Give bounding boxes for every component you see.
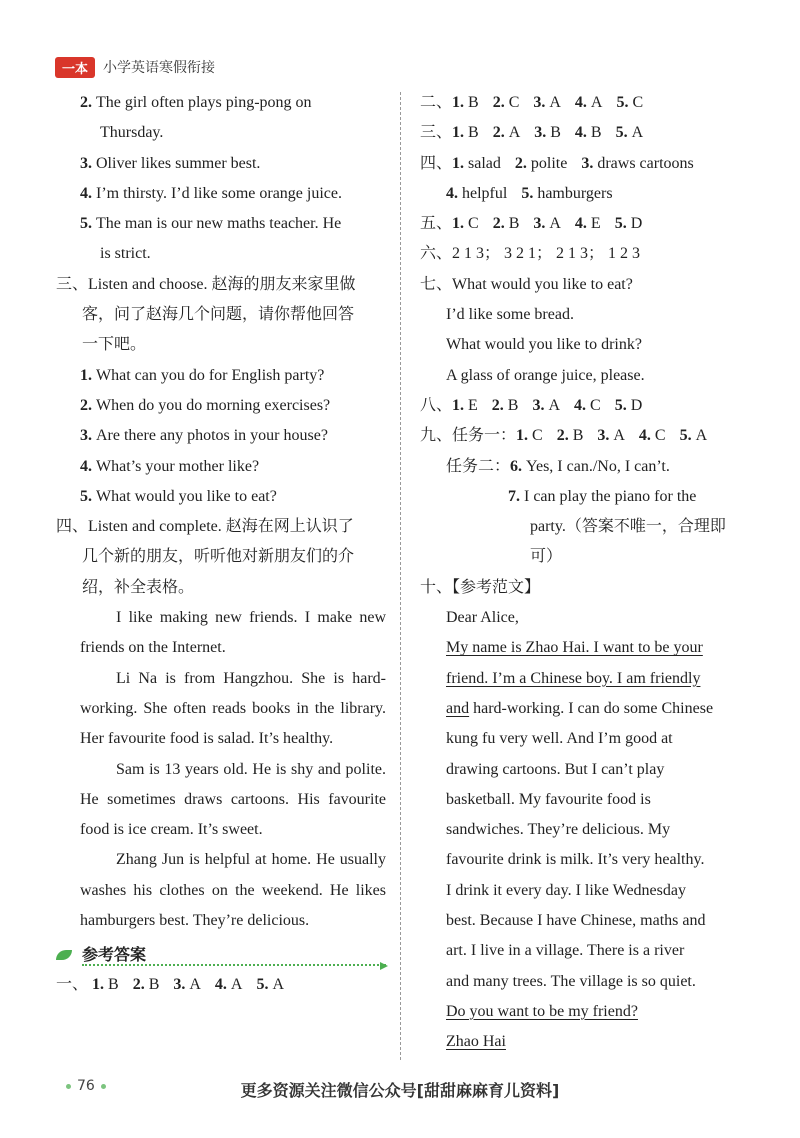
- answer-value: A: [508, 124, 521, 142]
- heading-underline: [82, 964, 386, 966]
- answer-value: A: [613, 427, 625, 445]
- answers-section-5: [420, 209, 752, 239]
- item-number: 4.: [574, 215, 591, 233]
- item-number: 6.: [510, 457, 527, 475]
- exercise-item: [56, 118, 386, 148]
- task-2-item-7-line: [420, 542, 752, 572]
- answers-section-4-line-2: [420, 179, 752, 209]
- item-number: 1.: [452, 94, 469, 111]
- item-text: Thursday.: [100, 124, 164, 142]
- question-item: [56, 452, 386, 482]
- question-item: [56, 391, 386, 421]
- leaf-icon: [56, 950, 72, 960]
- answer-value: C: [654, 427, 666, 445]
- answer-item: [680, 427, 708, 444]
- answer-value: E: [468, 396, 478, 414]
- item-text: 可）: [530, 548, 563, 566]
- exercise-item: [56, 149, 386, 179]
- essay-line: best. Because I have Chinese, maths and: [446, 912, 706, 930]
- essay-line: I drink it every day. I like Wednesday: [446, 881, 686, 899]
- left-column: [56, 88, 386, 1001]
- answer-item: [575, 94, 603, 111]
- item-number: 3.: [532, 396, 549, 414]
- answer-item: [516, 427, 543, 444]
- item-text: is strict.: [100, 245, 151, 263]
- item-number: 2.: [491, 396, 508, 414]
- answer-value: A: [548, 396, 561, 414]
- section-heading-line: 几个新的朋友，听听他对新朋友们的介: [82, 548, 355, 566]
- answers-section-7: [420, 270, 752, 391]
- item-text: When do you do morning exercises?: [96, 396, 331, 414]
- answer-item: [533, 94, 561, 111]
- item-number: 1.: [452, 396, 469, 414]
- item-number: 2.: [492, 124, 509, 142]
- answer-value: B: [468, 94, 479, 111]
- sample-essay: [420, 603, 752, 1057]
- item-text: The girl often plays ping-pong on: [96, 94, 312, 111]
- essay-greeting: Dear Alice,: [446, 609, 519, 627]
- answer-item: [616, 94, 643, 111]
- section-prefix: 五、: [420, 215, 453, 233]
- answer-item: [493, 215, 520, 232]
- item-number: 4.: [574, 396, 591, 414]
- item-number: 3.: [581, 154, 598, 172]
- underlined-text: Zhao Hai: [446, 1033, 506, 1051]
- answers-section-2: [420, 88, 752, 118]
- item-number: 1.: [452, 215, 469, 233]
- item-number: 2.: [492, 94, 509, 111]
- item-number: 2.: [132, 976, 149, 994]
- item-number: 4.: [446, 184, 462, 202]
- underlined-text: friend. I’m a Chinese boy. I am friendly: [446, 669, 701, 687]
- item-number: 5.: [521, 184, 538, 202]
- section-prefix: 一、: [56, 976, 89, 994]
- answer-item: [574, 397, 601, 414]
- exercise-item: [56, 239, 386, 269]
- essay-line: art. I live in a village. There is a river: [446, 942, 685, 960]
- answer-value: draws cartoons: [597, 154, 694, 172]
- item-text: party.（答案不唯一，合理即: [530, 518, 726, 536]
- answer-item: [493, 94, 520, 111]
- item-number: 4.: [638, 427, 655, 445]
- footer-promo-text: 更多资源关注微信公众号[甜甜麻麻育儿资料]: [240, 1081, 560, 1100]
- answer-value: A: [549, 94, 561, 111]
- section-heading-line: 客，问了赵海几个问题，请你帮他回答: [82, 306, 355, 324]
- item-number: 5.: [614, 215, 631, 233]
- item-number: 3.: [533, 94, 550, 111]
- item-text: What’s your mother like?: [96, 457, 260, 475]
- answer-value: A: [549, 215, 561, 233]
- essay-line: [420, 694, 752, 724]
- item-number: 4.: [574, 94, 591, 111]
- item-number: 4.: [80, 184, 96, 202]
- answer-value: A: [590, 94, 603, 111]
- item-text: What would you like to eat?: [96, 487, 277, 505]
- answer-item: [515, 155, 567, 172]
- item-number: 4.: [214, 976, 231, 994]
- page-header: [55, 56, 215, 78]
- answer-value: C: [532, 427, 543, 445]
- dialogue-line: 七、What would you like to eat?: [420, 275, 633, 293]
- answer-value: B: [572, 427, 584, 445]
- answer-item: [639, 427, 666, 444]
- answer-item: [92, 976, 119, 993]
- column-divider: [400, 92, 401, 1060]
- item-number: 3.: [597, 427, 614, 445]
- answer-item: [256, 976, 284, 993]
- item-number: 2.: [492, 215, 509, 233]
- item-number: 5.: [615, 124, 632, 142]
- answer-value: D: [630, 215, 643, 233]
- item-number: 2.: [556, 427, 573, 445]
- passage-paragraph: Zhang Jun is helpful at home. He usually washes his clothes on the weekend. He likes hamburgers best. They’re delicious.: [80, 851, 386, 930]
- question-item: [56, 421, 386, 451]
- item-text: Are there any photos in your house?: [96, 427, 328, 445]
- answer-value: A: [272, 976, 285, 994]
- answer-item: [581, 155, 693, 172]
- item-number: 4.: [574, 124, 591, 142]
- section-heading-line: 三、Listen and choose. 赵海的朋友来家里做: [56, 275, 356, 293]
- passage-paragraph: Sam is 13 years old. He is shy and polite. He sometimes draws cartoons. His favourite food is ice cream. It’s sweet.: [80, 760, 386, 839]
- answer-value: A: [695, 427, 708, 445]
- answer-value: C: [632, 94, 644, 111]
- dialogue-line: A glass of orange juice, please.: [446, 366, 645, 384]
- underlined-text: My name is Zhao Hai. I want to be your: [446, 639, 703, 657]
- item-number: 5.: [256, 976, 273, 994]
- answer-value: C: [590, 396, 601, 414]
- answer-item: [452, 94, 479, 111]
- item-number: 3.: [80, 154, 96, 172]
- item-number: 5.: [80, 215, 96, 233]
- answer-item: [452, 397, 478, 414]
- item-number: 5.: [679, 427, 696, 445]
- section-4-passage: [56, 603, 386, 936]
- underlined-text: and: [446, 699, 470, 717]
- question-item: [56, 482, 386, 512]
- dialogue-line: What would you like to drink?: [446, 336, 642, 354]
- answer-value: E: [590, 215, 601, 233]
- exercise-item: [56, 88, 386, 118]
- answer-value: B: [507, 396, 519, 414]
- answer-value: B: [468, 124, 479, 142]
- exercise-item: [56, 179, 386, 209]
- answer-item: [615, 215, 643, 232]
- question-item: [56, 361, 386, 391]
- right-column: [420, 88, 752, 1058]
- task-2-item-7-line: [420, 512, 752, 542]
- answer-value: C: [468, 215, 479, 233]
- answers-section-1: [56, 970, 386, 1000]
- answer-value: C: [508, 94, 520, 111]
- section-prefix: 二、: [420, 94, 453, 111]
- answers-section-9-item-7: [420, 482, 752, 573]
- answer-item: [452, 124, 479, 141]
- essay-line: favourite drink is milk. It’s very healthy.: [446, 851, 705, 869]
- essay-line: [420, 664, 752, 694]
- section-3-items: [56, 361, 386, 512]
- essay-line: sandwiches. They’re delicious. My: [446, 821, 671, 839]
- item-text: Oliver likes summer best.: [96, 154, 261, 172]
- section-heading-line: 绍，补全表格。: [82, 578, 195, 596]
- section-prefix: 四、: [420, 154, 453, 172]
- answer-value: polite: [530, 154, 568, 172]
- item-number: 1.: [516, 427, 533, 445]
- answer-item: [492, 397, 519, 414]
- answers-section-9-task-2: [420, 452, 752, 482]
- answer-item: [521, 185, 612, 202]
- answer-value: salad: [468, 154, 501, 172]
- item-text: What can you do for English party?: [96, 366, 325, 384]
- section-prefix: 九、任务一：: [420, 427, 517, 445]
- item-number: 1.: [80, 366, 96, 384]
- answers-section-3: [420, 118, 752, 148]
- reference-answers-title: 参考答案: [82, 945, 147, 965]
- section-3-heading: [56, 270, 386, 361]
- item-number: 3.: [533, 215, 550, 233]
- answer-item: [532, 397, 560, 414]
- book-title: 小学英语寒假衔接: [103, 60, 216, 76]
- brand-logo: 一本: [55, 57, 95, 78]
- item-number: 3.: [173, 976, 190, 994]
- item-number: 3.: [534, 124, 551, 142]
- section-heading-line: 一下吧。: [82, 336, 147, 354]
- task-2-label: 任务二：: [446, 457, 511, 475]
- essay-line: drawing cartoons. But I can’t play: [446, 760, 665, 778]
- essay-line: and many trees. The village is so quiet.: [446, 972, 696, 990]
- task-2-answer: Yes, I can./No, I can’t.: [526, 457, 670, 475]
- answer-value: B: [148, 976, 160, 994]
- task-2-item-7-line: [420, 482, 752, 512]
- arrow-icon: [380, 962, 388, 970]
- answer-item: [215, 976, 243, 993]
- answers-section-9-task-1: [420, 421, 752, 451]
- exercise-item: [56, 209, 386, 239]
- answer-value: helpful: [462, 184, 508, 202]
- essay-line: basketball. My favourite food is: [446, 790, 651, 808]
- section-prefix: 三、: [420, 124, 453, 142]
- essay-line: [420, 997, 752, 1027]
- page-number: 76: [77, 1078, 95, 1094]
- answer-item: [533, 215, 561, 232]
- item-text: I’m thirsty. I’d like some orange juice.: [96, 184, 342, 202]
- answer-value: A: [230, 976, 243, 994]
- answer-item: [133, 976, 160, 993]
- listening-section-2-items: [56, 88, 386, 270]
- answer-value: B: [550, 124, 561, 142]
- answer-item: [615, 397, 643, 414]
- answer-value: A: [189, 976, 201, 994]
- essay-text: hard-working. I can do some Chinese: [469, 699, 714, 717]
- dialogue-line: I’d like some bread.: [446, 306, 574, 324]
- answer-value: B: [508, 215, 520, 233]
- item-text: I can play the piano for the: [524, 487, 697, 505]
- answer-item: [597, 427, 625, 444]
- answer-value: B: [590, 124, 602, 142]
- answer-item: [557, 427, 584, 444]
- answer-value: hamburgers: [537, 184, 613, 202]
- item-number: 2.: [80, 396, 96, 414]
- section-4-heading: [56, 512, 386, 603]
- passage-paragraph: Li Na is from Hangzhou. She is hard-working. She often reads books in the library. Her favourite food is salad. It’s healthy.: [80, 669, 386, 748]
- answer-value: D: [630, 396, 643, 414]
- item-number: 1.: [452, 154, 469, 172]
- answer-item: [446, 185, 507, 202]
- answer-value: B: [108, 976, 119, 994]
- item-number: 2.: [514, 154, 531, 172]
- essay-signature: [420, 1027, 752, 1057]
- answer-item: [452, 155, 501, 172]
- item-number: 5.: [614, 396, 631, 414]
- answer-item: [452, 215, 479, 232]
- answer-item: [493, 124, 521, 141]
- item-number: 1.: [92, 976, 109, 994]
- section-prefix: 八、: [420, 396, 453, 414]
- essay-line: [420, 633, 752, 663]
- item-text: The man is our new maths teacher. He: [96, 215, 342, 233]
- underlined-text: Do you want to be my friend?: [446, 1002, 638, 1020]
- answer-item: [173, 976, 201, 993]
- item-number: 5.: [616, 94, 633, 111]
- reference-answers-heading: [56, 940, 386, 970]
- item-number: 7.: [508, 487, 524, 505]
- answer-item: [575, 124, 602, 141]
- answer-item: [616, 124, 644, 141]
- answer-value: A: [631, 124, 644, 142]
- section-heading-line: 四、Listen and complete. 赵海在网上认识了: [56, 518, 354, 536]
- answers-section-4: [420, 149, 752, 179]
- item-number: 2.: [80, 94, 96, 111]
- answers-section-6: 六、2 1 3； 3 2 1； 2 1 3； 1 2 3: [420, 245, 641, 263]
- answer-item: [575, 215, 601, 232]
- answers-section-8: [420, 391, 752, 421]
- item-number: 3.: [80, 427, 96, 445]
- passage-paragraph: I like making new friends. I make new friends on the Internet.: [80, 609, 386, 657]
- item-number: 5.: [80, 487, 96, 505]
- item-number: 4.: [80, 457, 96, 475]
- answer-item: [534, 124, 561, 141]
- item-number: 1.: [452, 124, 469, 142]
- section-10-heading: 十、【参考范文】: [420, 578, 541, 596]
- essay-line: kung fu very well. And I’m good at: [446, 730, 673, 748]
